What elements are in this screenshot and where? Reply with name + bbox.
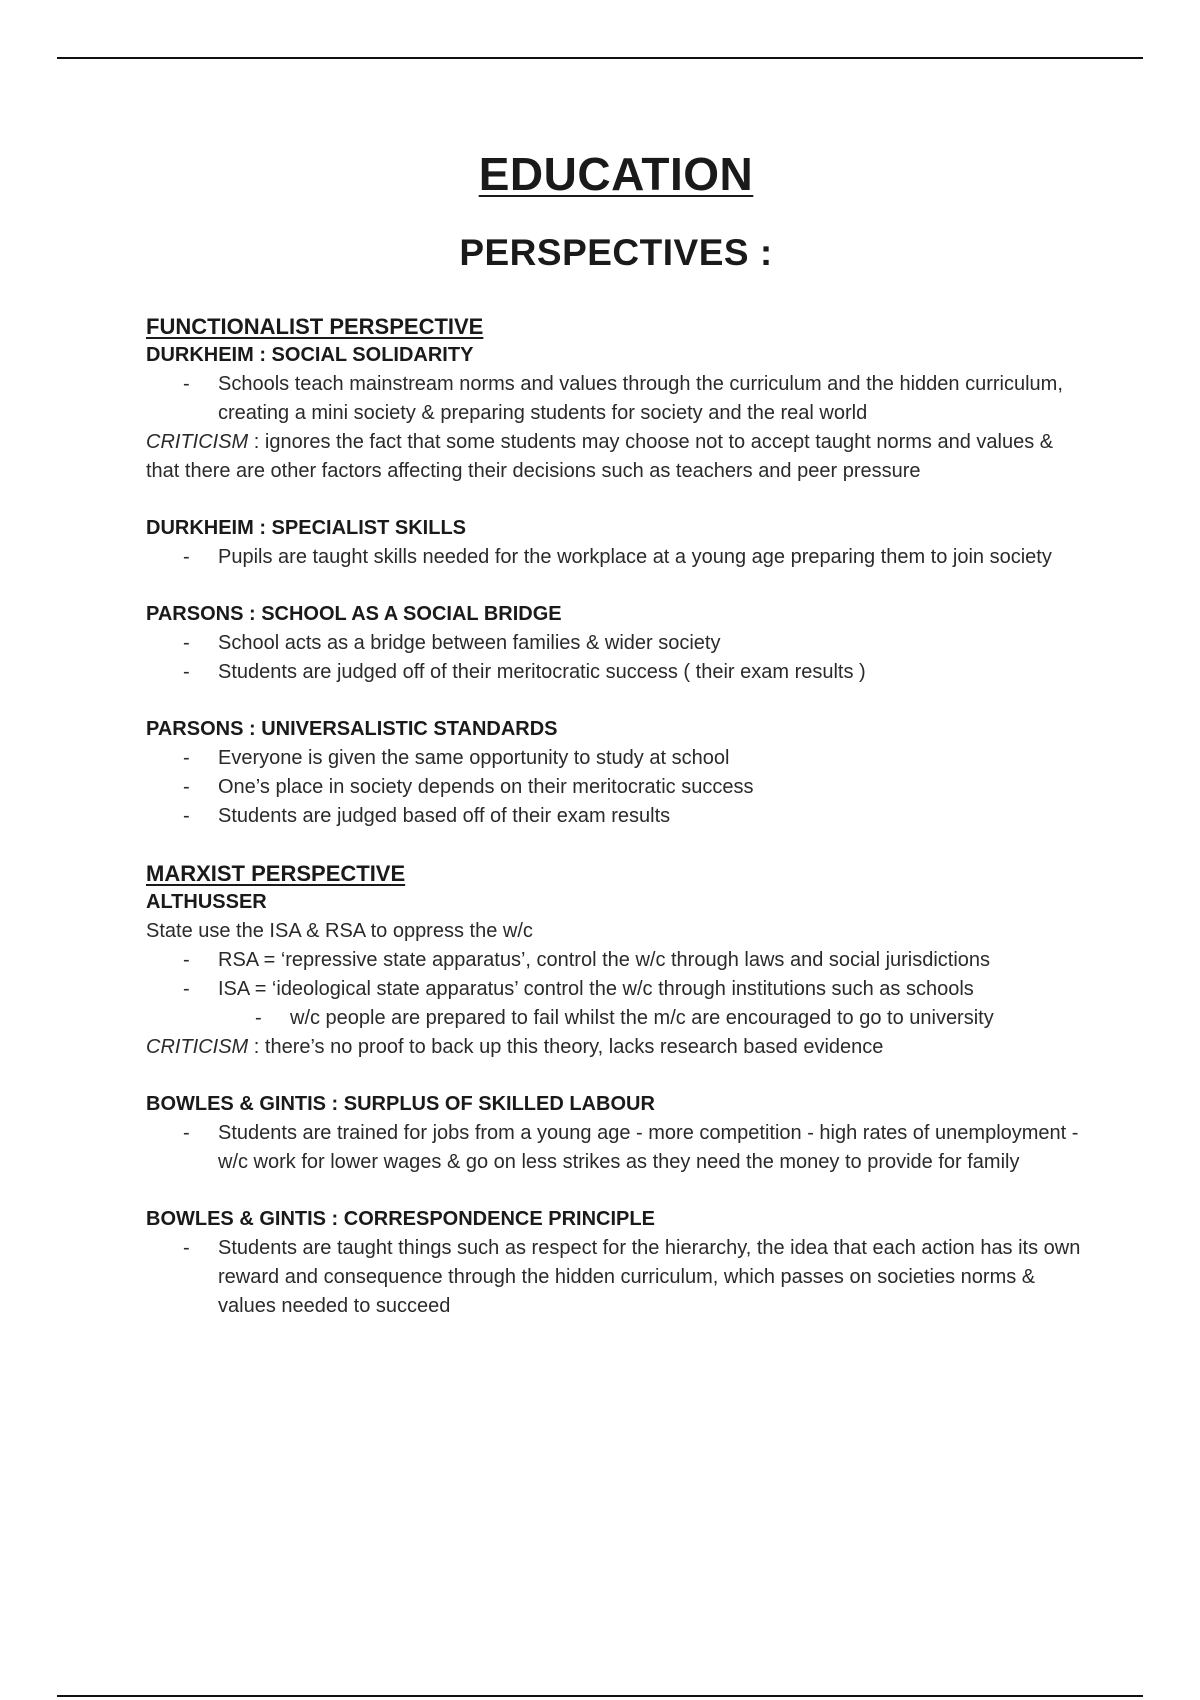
list-item: - Schools teach mainstream norms and values through the curriculum and the hidden curriculum, creating a mini society & preparing students for society and the real world <box>146 370 1086 428</box>
list-item: - Students are taught things such as respect for the hierarchy, the idea that each action has its own reward and consequence through the hidden curriculum, which passes on societies norms & values needed to succeed <box>146 1234 1086 1321</box>
list-item: - RSA = ‘repressive state apparatus’, control the w/c through laws and social jurisdictions <box>146 946 1086 975</box>
functionalist-heading: FUNCTIONALIST PERSPECTIVE <box>146 314 484 339</box>
bowles-surplus-heading: BOWLES & GINTIS : SURPLUS OF SKILLED LABOUR <box>146 1093 655 1115</box>
criticism-text: : ignores the fact that some students may choose not to accept taught norms and values & that there are other factors affecting their decisions such as teachers and peer pressure <box>146 431 1054 482</box>
durkheim-solidarity-heading: DURKHEIM : SOCIAL SOLIDARITY <box>146 344 474 366</box>
document-page <box>146 140 1086 1321</box>
parsons-standards-heading: PARSONS : UNIVERSALISTIC STANDARDS <box>146 718 558 740</box>
bowles-correspondence-list <box>146 1234 1086 1321</box>
list-item: - Students are judged based off of their exam results <box>146 802 1086 831</box>
list-item: - School acts as a bridge between families & wider society <box>146 629 1086 658</box>
althusser-intro: State use the ISA & RSA to oppress the w/c <box>146 920 533 942</box>
durkheim-solidarity-list <box>146 370 1086 428</box>
list-item: - Students are judged off of their meritocratic success ( their exam results ) <box>146 658 1086 687</box>
sub-list-item: - w/c people are prepared to fail whilst the m/c are encouraged to go to university <box>146 1004 1086 1033</box>
criticism-text: : there’s no proof to back up this theory, lacks research based evidence <box>248 1036 884 1058</box>
page-title: EDUCATION <box>478 148 754 200</box>
list-item: - One’s place in society depends on their meritocratic success <box>146 773 1086 802</box>
page-subtitle: PERSPECTIVES : <box>459 232 773 273</box>
althusser-criticism <box>146 1033 1086 1062</box>
list-item: - Everyone is given the same opportunity to study at school <box>146 744 1086 773</box>
parsons-standards-list <box>146 744 1086 831</box>
althusser-list <box>146 946 1086 1033</box>
durkheim-skills-heading: DURKHEIM : SPECIALIST SKILLS <box>146 517 467 539</box>
parsons-bridge-list <box>146 629 1086 687</box>
bottom-rule <box>57 1695 1143 1697</box>
bowles-correspondence-heading: BOWLES & GINTIS : CORRESPONDENCE PRINCIPLE <box>146 1208 655 1230</box>
criticism-label: CRITICISM <box>146 1036 249 1058</box>
solidarity-criticism <box>146 428 1086 486</box>
list-item: - ISA = ‘ideological state apparatus’ control the w/c through institutions such as schools <box>146 975 1086 1004</box>
althusser-heading: ALTHUSSER <box>146 891 267 913</box>
criticism-label: CRITICISM <box>146 431 249 453</box>
marxist-heading: MARXIST PERSPECTIVE <box>146 861 406 886</box>
list-item: - Students are trained for jobs from a young age - more competition - high rates of unemployment - w/c work for lower wages & go on less strikes as they need the money to provide for family <box>146 1119 1086 1177</box>
durkheim-skills-list <box>146 543 1086 572</box>
list-item: - Pupils are taught skills needed for the workplace at a young age preparing them to join society <box>146 543 1086 572</box>
bowles-surplus-list <box>146 1119 1086 1177</box>
top-rule <box>57 57 1143 59</box>
parsons-bridge-heading: PARSONS : SCHOOL AS A SOCIAL BRIDGE <box>146 603 562 625</box>
